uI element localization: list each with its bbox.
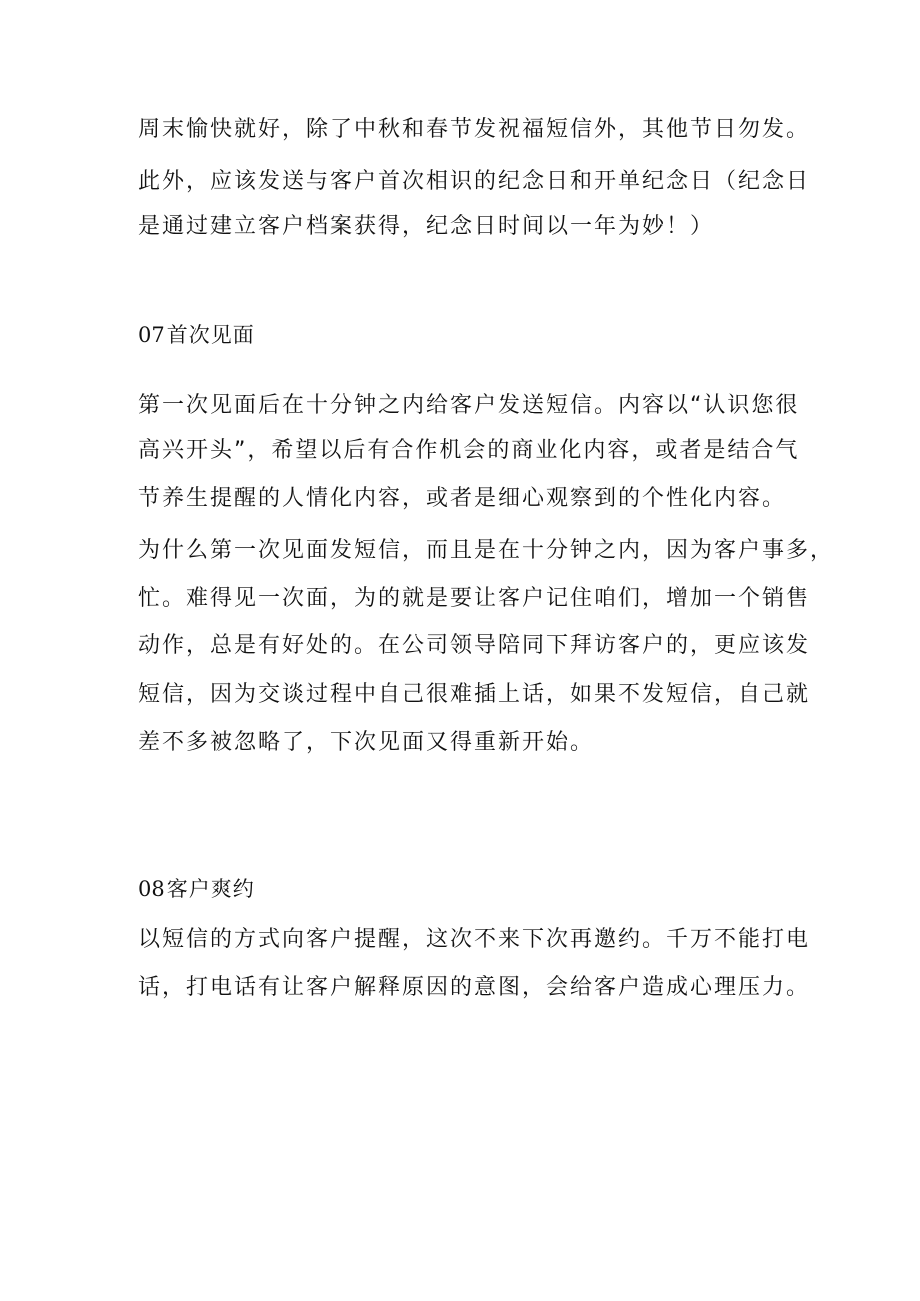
section-07-number: 07 (138, 323, 165, 347)
section-07-line-6: 动作，总是有好处的。在公司领导陪同下拜访客户的，更应该发 (138, 633, 811, 658)
section-07-line-7: 短信，因为交谈过程中自己很难插上话，如果不发短信，自己就 (138, 682, 811, 707)
intro-line-1: 周末愉快就好，除了中秋和春节发祝福短信外，其他节日勿发。 (138, 117, 811, 142)
section-07-line-1: 第一次见面后在十分钟之内给客户发送短信。内容以“认识您很 (138, 393, 800, 418)
section-08-line-1: 以短信的方式向客户提醒，这次不来下次再邀约。千万不能打电 (138, 927, 811, 952)
section-07-line-8: 差不多被忽略了，下次见面又得重新开始。 (138, 730, 595, 755)
section-07-line-5: 忙。难得见一次面，为的就是要让客户记住咱们，增加一个销售 (138, 586, 811, 611)
section-07-line-3: 节养生提醒的人情化内容，或者是细心观察到的个性化内容。 (138, 486, 787, 511)
intro-line-3: 是通过建立客户档案获得，纪念日时间以一年为妙！） (138, 214, 715, 239)
section-07-line-4: 为什么第一次见面发短信，而且是在十分钟之内，因为客户事多， (138, 538, 835, 563)
intro-line-2: 此外，应该发送与客户首次相识的纪念日和开单纪念日（纪念日 (138, 169, 811, 194)
section-07-title: 首次见面 (166, 323, 255, 347)
section-08-line-2: 话，打电话有让客户解释原因的意图，会给客户造成心理压力。 (138, 975, 811, 1000)
section-08-number: 08 (138, 877, 165, 901)
section-07-line-2: 高兴开头”，希望以后有合作机会的商业化内容，或者是结合气 (138, 438, 800, 463)
section-08-heading (138, 874, 255, 904)
section-08-title: 客户爽约 (166, 877, 255, 901)
section-07-heading (138, 320, 255, 350)
